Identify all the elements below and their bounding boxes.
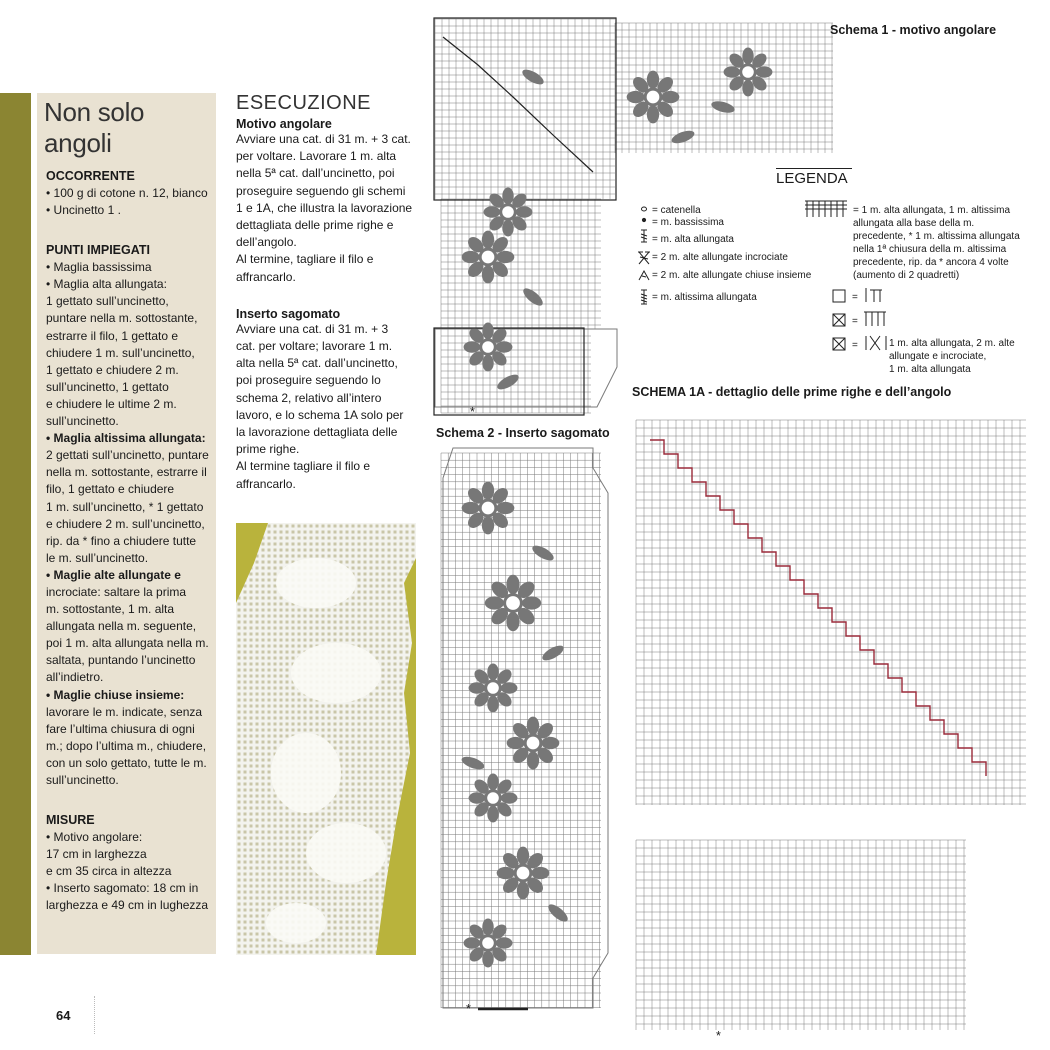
punti-line: fare l’ultima chiusura di ogni [46,721,195,736]
punti-line: puntare nella m. sottostante, [46,311,198,326]
punti-line: m.; dopo l’ultima m., chiudere, [46,738,207,753]
misure-line: e cm 35 circa in altezza [46,864,172,879]
materials-sidebar [37,93,216,954]
misure-list [37,829,216,914]
crossed-dc-icon [638,252,650,264]
legend-last-text: 1 m. alta allungata, 2 m. alte allungate e incrociate, 1 m. alta allungata [889,338,1015,375]
inserto-line: cat. per voltare; lavorare 1 m. [236,339,393,354]
punti-line: lavorare le m. indicate, senza [46,704,203,719]
legend-item: = 2 m. alte allungate chiuse insieme [652,270,812,281]
punti-line: chiudere 1 m. sull’uncinetto, [46,345,195,360]
inserto-line: lavoro, e lo schema 1A solo per [236,407,404,422]
motivo-heading: Motivo angolare [236,117,332,131]
olive-side-bar [0,93,31,955]
punti-line: • Maglia altissima allungata: [46,431,206,446]
punti-line: sull’uncinetto. [46,414,119,429]
execution-column [236,92,416,493]
schema1-caption: Schema 1 - motivo angolare [830,23,997,37]
star-mark: * [470,405,475,419]
punti-line: • Maglia alta allungata: [46,277,167,292]
star-mark: * [716,1029,721,1043]
punti-line: 1 gettato e chiudere 2 m. [46,362,179,377]
punti-line: sull’uncinetto, 1 gettato [46,379,169,394]
occorrente-line: • Uncinetto 1 . [46,203,121,218]
punti-line: sull’uncinetto. [46,773,119,787]
inserto-line: alta nella 5ª cat. dall’uncinetto, [236,356,398,371]
legend-eq: = [852,340,858,351]
legend-item: = m. altissima allungata [652,292,757,303]
occorrente-heading: OCCORRENTE [46,169,135,183]
inserto-line: la lavorazione dettagliata delle [236,425,398,440]
legend-rule [776,168,852,169]
page-title: Non solo angoli [44,97,145,158]
motivo-line: affrancarlo. [236,269,296,284]
punti-line: con un solo gettato, tutte le m. [46,755,207,770]
punti-line: incrociate: saltare la prima [46,584,187,599]
misure-heading: MISURE [46,813,95,828]
crochet-photo-image [236,523,416,955]
punti-line: • Maglie alte allungate e [46,567,181,582]
legend-item: = 2 m. alte allungate incrociate [652,252,788,263]
punti-line: allungata nella m. seguente, [46,619,197,634]
punti-line: all’indietro. [46,670,104,685]
motivo-line: dell’angolo. [236,235,297,250]
schema1a-caption: SCHEMA 1A - dettaglio delle prime righe e dell’angolo [632,385,952,399]
legend-eq: = [852,292,858,303]
chain-icon [642,207,647,211]
increase-symbol-icon [804,198,850,220]
motivo-line: proseguire seguendo gli schemi [236,183,406,198]
punti-line: e chiudere le ultime 2 m. [46,396,177,411]
inserto-line: Al termine tagliare il filo e [236,459,371,474]
punti-line: poi 1 m. alta allungata nella m. [46,636,209,651]
long-dc-icon [641,230,647,242]
schema1a-chart [632,400,1032,1045]
long-tr-icon [641,290,647,304]
motivo-line: Avviare una cat. di 31 m. + 3 cat. [236,132,411,146]
punti-line: 1 m. sull’uncinetto, * 1 gettato [46,499,204,514]
punti-line: • Maglia bassissima [46,260,152,275]
schema1-chart [433,17,833,417]
motivo-line: 1 e 1A, che illustra la lavorazione [236,200,413,215]
inserto-heading: Inserto sagomato [236,306,341,321]
occorrente-line: • 100 g di cotone n. 12, bianco [46,186,208,200]
inserto-line: schema 2, relativo all’intero [236,390,382,405]
page-number: 64 [56,1008,71,1023]
punti-line: m. sottostante, 1 m. alta [46,602,175,617]
star-mark: * [466,1002,471,1016]
inserto-line: Avviare una cat. di 31 m. + 3 [236,321,389,336]
punti-list [37,259,216,789]
legend-item: = catenella [652,205,701,216]
punti-line: estrarre il filo, 1 gettato e [46,328,179,343]
inserto-line: affrancarlo. [236,476,296,491]
open-square-icon [833,290,845,302]
legend-item: = m. bassissima [652,217,724,228]
motivo-text [236,131,416,286]
misure-line: • Inserto sagomato: 18 cm in [46,881,199,896]
dc2tog-icon [639,271,649,280]
punti-line: • Maglie chiuse insieme: [46,687,185,702]
execution-heading: ESECUZIONE [236,92,372,114]
motivo-line: per voltare. Lavorare 1 m. alta [236,149,397,164]
legend-eq: = [852,316,858,327]
punti-heading: PUNTI IMPIEGATI [46,243,150,258]
schema2-caption: Schema 2 - Inserto sagomato [436,426,610,440]
legend-title: LEGENDA [776,170,848,187]
punti-line: rip. da * fino a chiudere tutte [46,533,197,548]
misure-line: larghezza e 49 cm in lughezza [46,898,209,913]
inserto-text [236,321,416,493]
punti-line: e chiudere 2 m. sull’uncinetto, [46,516,205,531]
misure-line: 17 cm in larghezza [46,847,147,862]
punti-line: 1 gettato sull’uncinetto, [46,294,169,309]
punti-line: le m. sull’uncinetto. [46,550,149,565]
schema2-chart [433,443,613,1013]
motivo-line: dettagliata delle prime righe e [236,218,394,233]
misure-line: • Motivo angolare: [46,830,143,845]
punti-line: saltata, puntando l’uncinetto [46,653,196,668]
legend-item: = m. alta allungata [652,234,734,245]
motivo-line: Al termine, tagliare il filo e [236,252,374,267]
legend-right-text: = 1 m. alta allungata, 1 m. altissima allungata alla base della m. precedente, * 1 m. altissima allungata nella 1ª chiusura della m. altissima precedente, rip. da * ancora 4 volte (aumento di 2 quadretti) [853,205,1020,281]
punti-line: 2 gettati sull’uncinetto, puntare [46,448,209,463]
punti-line: filo, 1 gettato e chiudere [46,482,175,497]
inserto-line: poi proseguire seguendo lo [236,373,381,388]
square-symbols [830,285,892,357]
inserto-line: prime righe. [236,442,300,457]
punti-line: nella m. sottostante, estrarre il [46,465,207,480]
crochet-photo [236,523,416,955]
slip-stitch-icon [642,218,645,221]
motivo-line: nella 5ª cat. dall’uncinetto, poi [236,166,395,181]
